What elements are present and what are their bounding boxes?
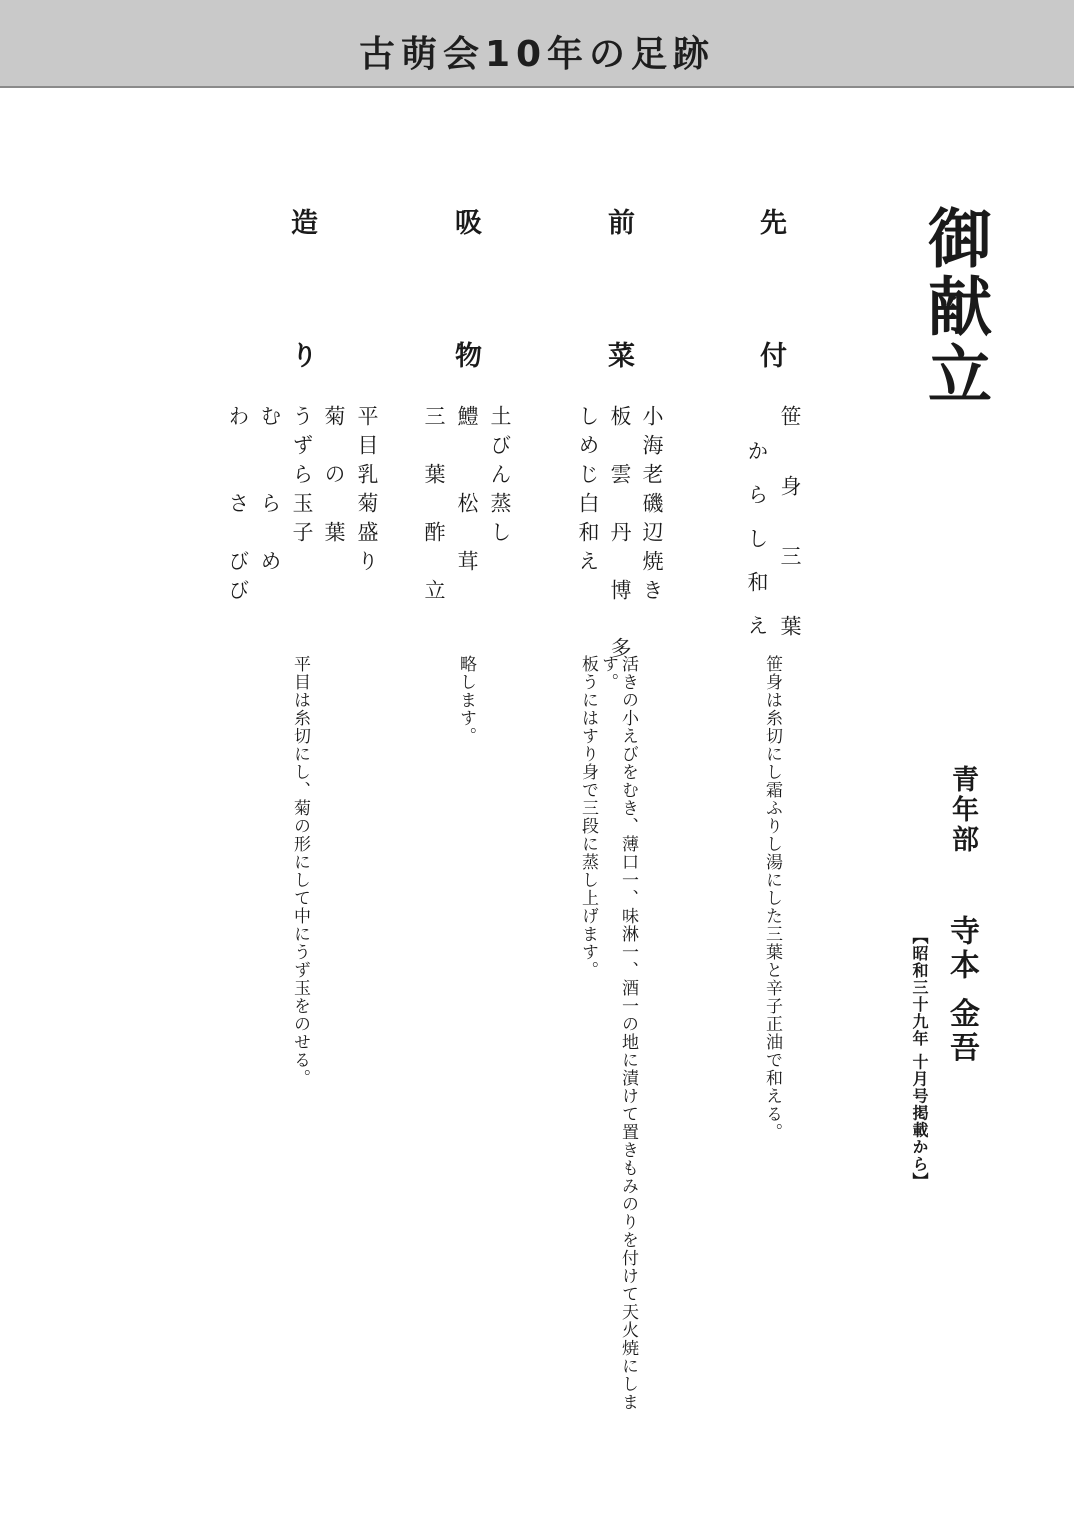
section-heading: 前菜 — [603, 208, 634, 368]
page-header — [0, 0, 1074, 88]
dish-item: 笹 身 三 葉 — [778, 405, 802, 650]
dish-item: 板 雲 丹 博 多 — [608, 405, 632, 666]
dish-item: 平目乳菊盛り — [355, 405, 379, 579]
section-note: 笹身は糸切にし霜ふりし湯にした三葉と辛子正油で和える。 — [762, 655, 782, 1141]
section-heading: 造り — [286, 208, 317, 368]
header-title: 古萌会10年の足跡 — [358, 34, 716, 75]
dish-item: 菊 の 葉 — [322, 405, 346, 550]
dish-item: 土びん蒸し — [488, 405, 512, 550]
source-note: 【昭和三十九年 十月号掲載から】 — [910, 928, 929, 1190]
author-department: 青年部 — [947, 765, 978, 855]
article-title: 御献立 — [917, 205, 992, 409]
dish-item: 小海老磯辺焼き — [640, 405, 664, 608]
section-heading: 吸物 — [450, 208, 481, 368]
section-note: 略します。 — [456, 655, 476, 745]
dish-item: む ら め — [258, 405, 282, 579]
dish-item: 鱧 松 茸 — [455, 405, 479, 579]
dish-item: うずら玉子 — [290, 405, 314, 550]
section-heading: 先付 — [755, 208, 786, 368]
dish-item: か ら し 和 え — [745, 440, 769, 644]
dish-item: わ さ びび — [226, 405, 250, 608]
author-name: 寺本 金吾 — [944, 915, 979, 1066]
dish-item: しめじ白和え — [576, 405, 600, 579]
section-note: 平目は糸切にし、菊の形にして中にうず玉をのせる。 — [290, 655, 310, 1087]
dish-item: 三 葉 酢 立 — [422, 405, 446, 608]
section-note: 活きの小えびをむき、薄口一、味淋一、酒一の地に漬けて置きもみのりを付けて天火焼にします。 板うにはすり身で三段に蒸し上げます。 — [578, 655, 638, 1411]
